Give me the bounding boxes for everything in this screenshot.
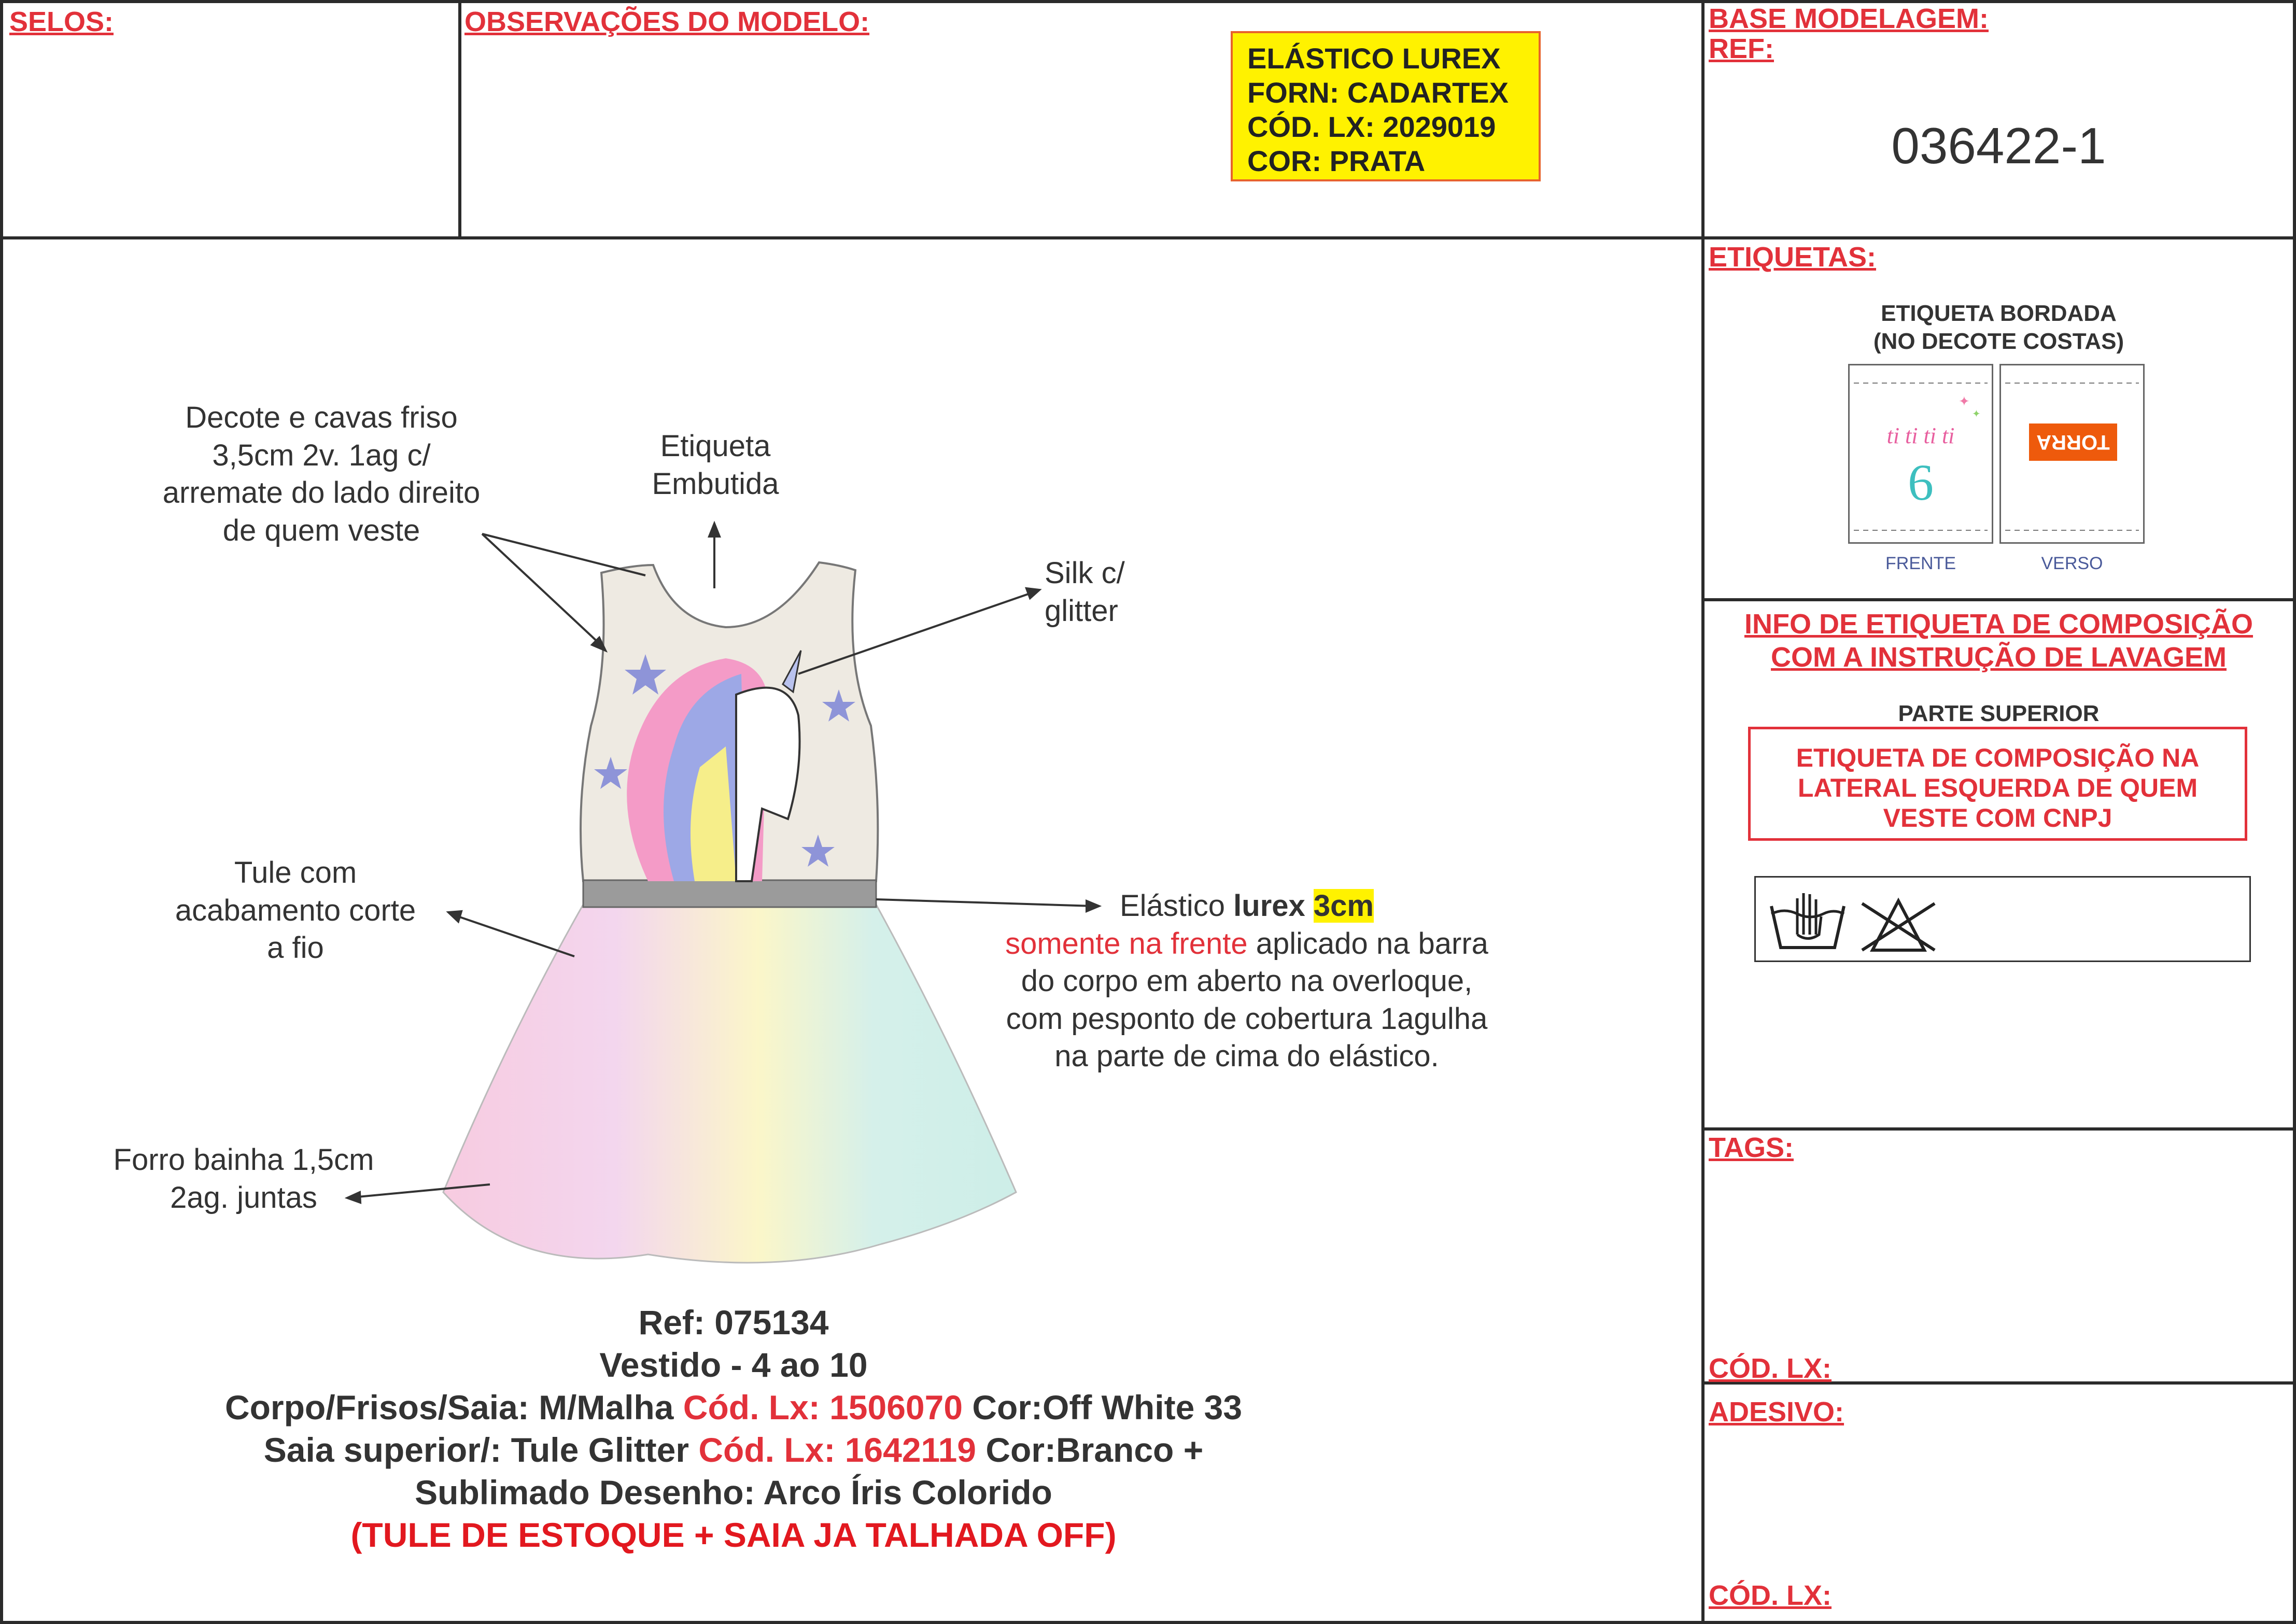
etiqueta-title-line: ETIQUETA BORDADA <box>1881 301 2117 326</box>
product-text: Saia superior/: Tule Glitter <box>263 1431 699 1469</box>
composicao-line: VESTE COM CNPJ <box>1883 803 2112 832</box>
product-description <box>0 1301 1467 1556</box>
product-text: Cor:Off White 33 <box>963 1388 1243 1427</box>
etiquetas-box <box>1701 236 2296 601</box>
label-back-caption: VERSO <box>2041 554 2103 573</box>
observacoes-header: OBSERVAÇÕES DO MODELO: <box>464 6 870 37</box>
annotation-line: 2ag. juntas <box>170 1180 317 1215</box>
ref-number: 036422-1 <box>1891 117 2106 174</box>
elastico-line-1 <box>962 887 1532 925</box>
do-not-bleach-icon <box>1862 901 1935 950</box>
annotation-line: acabamento corte <box>175 893 416 927</box>
label-front-caption: FRENTE <box>1885 554 1956 573</box>
composicao-box-text <box>1748 727 2247 841</box>
annotation-line: Decote e cavas friso <box>185 401 458 434</box>
dress-skirt <box>443 905 1016 1263</box>
annotation-line: Silk c/ <box>1045 556 1125 590</box>
annotation-line: com pesponto de cobertura 1agulha <box>1006 1001 1488 1036</box>
elastico-text: Elástico <box>1119 889 1234 923</box>
etiqueta-bordada-title <box>1705 300 2293 356</box>
composicao-line: ETIQUETA DE COMPOSIÇÃO NA <box>1796 743 2200 772</box>
annotation-tule <box>140 854 451 967</box>
etiquetas-header: ETIQUETAS: <box>1709 242 1876 273</box>
tags-header: TAGS: <box>1709 1132 1794 1163</box>
adesivo-header: ADESIVO: <box>1709 1396 1844 1428</box>
yellow-note-line: COR: PRATA <box>1247 145 1426 177</box>
annotation-line: 3,5cm 2v. 1ag c/ <box>212 438 431 472</box>
label-back-card <box>1999 364 2145 544</box>
product-ref: Ref: 075134 <box>638 1303 829 1341</box>
product-code: Cód. Lx: 1642119 <box>698 1431 976 1469</box>
label-front-brand: ti ti ti ti <box>1886 423 1955 448</box>
annotation-decote <box>119 399 524 549</box>
product-line-6: (TULE DE ESTOQUE + SAIA JA TALHADA OFF) <box>350 1516 1117 1554</box>
product-line-3 <box>0 1386 1467 1429</box>
annotation-line: de quem veste <box>222 513 420 547</box>
cod-lx-label-2: CÓD. LX: <box>1709 1580 1832 1611</box>
annotation-line: arremate do lado direito <box>162 476 481 510</box>
composicao-box <box>1701 598 2296 1131</box>
ref-header: REF: <box>1709 33 1774 64</box>
info-etiqueta-line: COM A INSTRUÇÃO DE LAVAGEM <box>1771 642 2227 673</box>
annotation-line: glitter <box>1045 594 1118 628</box>
etiqueta-title-line: (NO DECOTE COSTAS) <box>1873 329 2124 354</box>
label-front-card <box>1848 364 1993 544</box>
elastico-text: aplicado na barra <box>1247 926 1488 961</box>
base-modelagem-header: BASE MODELAGEM: <box>1709 3 1989 34</box>
elastico-lurex: lurex <box>1233 889 1314 923</box>
yellow-note-line: ELÁSTICO LUREX <box>1247 42 1501 75</box>
annotation-silk <box>1045 555 1125 630</box>
product-text: Corpo/Frisos/Saia: M/Malha <box>224 1388 683 1427</box>
cod-lx-label-1: CÓD. LX: <box>1709 1353 1832 1384</box>
lurex-band <box>583 880 876 907</box>
yellow-note-line: CÓD. LX: 2029019 <box>1247 110 1496 143</box>
annotation-line: a fio <box>267 931 324 965</box>
elastico-size: 3cm <box>1313 889 1374 923</box>
annotation-line: Tule com <box>234 856 357 889</box>
annotation-line: Embutida <box>652 467 779 501</box>
product-line-5: Sublimado Desenho: Arco Íris Colorido <box>415 1473 1052 1512</box>
label-front-size: 6 <box>1908 454 1934 511</box>
tags-box <box>1701 1127 2296 1385</box>
composicao-line: LATERAL ESQUERDA DE QUEM <box>1797 773 2198 802</box>
annotation-etiqueta <box>612 428 819 503</box>
svg-text:✦: ✦ <box>1959 394 1970 409</box>
parte-superior-label: PARTE SUPERIOR <box>1898 701 2100 726</box>
annotation-line: do corpo em aberto na overloque, <box>1021 964 1473 998</box>
selos-header: SELOS: <box>9 6 114 37</box>
annotation-elastico <box>962 887 1532 1076</box>
annotation-forro <box>88 1141 399 1217</box>
product-text: Cor:Branco + <box>976 1431 1204 1469</box>
product-code: Cód. Lx: 1506070 <box>683 1388 963 1427</box>
info-etiqueta-line: INFO DE ETIQUETA DE COMPOSIÇÃO <box>1744 609 2253 640</box>
svg-text:✦: ✦ <box>1972 407 1981 420</box>
annotation-line: Etiqueta <box>660 429 771 463</box>
yellow-note-line: FORN: CADARTEX <box>1247 76 1509 109</box>
product-name: Vestido - 4 ao 10 <box>599 1346 868 1384</box>
wash-symbols-box <box>1754 876 2251 962</box>
elastico-front-only: somente na frente <box>1005 926 1248 961</box>
hand-wash-icon <box>1771 893 1844 948</box>
annotation-line: Forro bainha 1,5cm <box>113 1143 374 1177</box>
label-back-brand: TORRA <box>2029 423 2117 461</box>
annotation-line: na parte de cima do elástico. <box>1054 1039 1439 1073</box>
info-etiqueta-header <box>1705 608 2293 674</box>
product-line-4 <box>0 1429 1467 1471</box>
elastico-line-2 <box>962 925 1532 963</box>
